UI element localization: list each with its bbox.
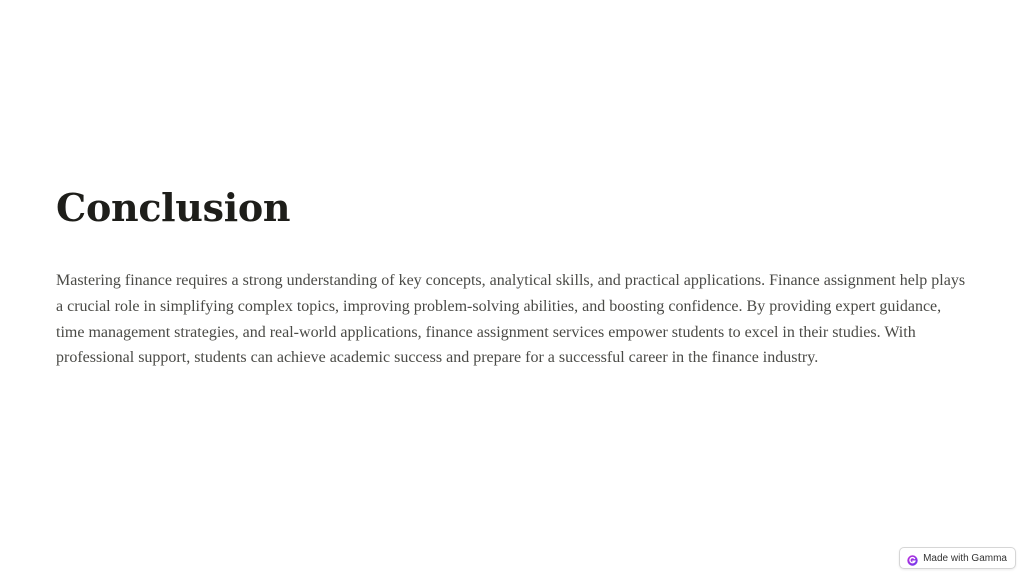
slide-body-text: Mastering finance requires a strong understanding of key concepts, analytical skills, and practical applications. Finance assignment help plays a crucial role in simplifying complex topics, improving problem-solving abilities, and boosting confidence. By providing expert guidance, time management strategies, and real-world applications, finance assignment services empower students to excel in their studies. With professional support, students can achieve academic success and prepare for a successful career in the finance industry.: [56, 272, 966, 367]
slide-title: Conclusion: [56, 185, 291, 230]
made-with-gamma-badge[interactable]: [899, 547, 1016, 569]
slide-content: [56, 184, 968, 371]
badge-label: Made with Gamma: [923, 552, 1007, 564]
gamma-logo-icon: [907, 553, 918, 564]
